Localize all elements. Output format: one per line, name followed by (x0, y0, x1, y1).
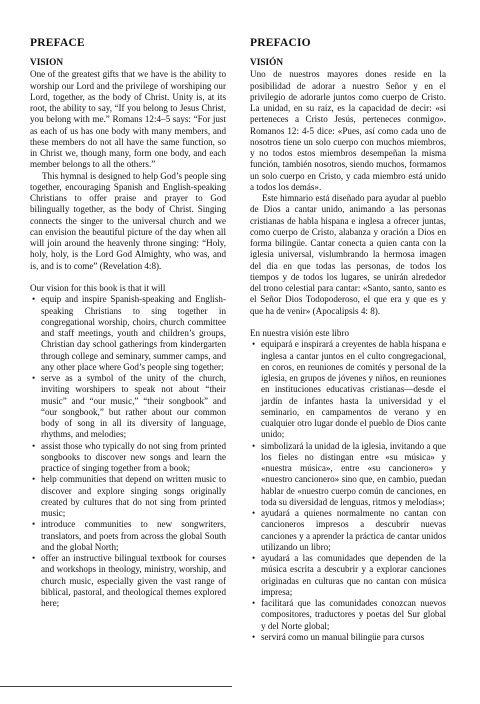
list-item-text: simbolizará la unidad de la iglesia, invitando a que los fieles no distingan entre «su música» y «nuestra música», entre «su cancionero» y «nuestro cancionero» sino que, en cambio, puedan hablar de «nuestro cuerpo común de canciones, en toda su diversidad de lenguas, ritmos y melodías»; (261, 440, 446, 507)
bullet-icon: • (252, 631, 256, 642)
list-item (30, 373, 226, 441)
list-item (30, 474, 226, 519)
list-item-text: equip and inspire Spanish-speaking and English-speaking Christians to sing together in congregational worship, choirs, church committee and staff meetings, youth and children’s groups, Christian day school gatherings from kindergarten through college and seminary, summer camps, and any other place where God’s people sing together; (41, 294, 226, 372)
list-item-text: ayudará a quienes normalmente no cantan con cancioneros impresos a descubrir nuevas canciones y a aprender la práctica de cantar unidos utilizando un libro; (261, 508, 446, 552)
list-intro: Our vision for this book is that it will (30, 283, 166, 293)
section-heading: VISIÓN (250, 58, 284, 68)
paragraph: One of the greatest gifts that we have is the ability to worship our Lord and the privilege of worshiping our Lord, together, as the body of Christ. Unity is, at its root, the ability to say, “If you belong to Jesus Christ, you belong with me.” Romans 12:4–5 says: “For just as each of us has one body with many members, and these members do not all have the same function, so in Christ we, though many, form one body, and each member belongs to all the others.” (30, 69, 226, 170)
bullet-icon: • (32, 474, 36, 485)
spacer (250, 317, 446, 328)
page-title: PREFACE (30, 37, 85, 49)
english-column (30, 36, 226, 609)
section-heading: VISION (30, 58, 64, 68)
list-item (250, 508, 446, 553)
list-item-text: equipará e inspirará a creyentes de habla hispana e inglesa a cantar juntos en el culto congregacional, en coros, en reuniones de comités y personal de la iglesia, en grupos de jóvenes y niños, en reuniones en instituciones educativas cristianas—desde el jardín de infantes hasta la universidad y el seminario, en campamentos de verano y en cualquier otro lugar donde el pueblo de Dios cante unido; (261, 339, 446, 440)
list-item-text: offer an instructive bilingual textbook for courses and workshops in theology, ministry, worship, and church music, especially given the vast range of biblical, pastoral, and theological themes explored here; (41, 553, 226, 608)
paragraph: Uno de nuestros mayores dones reside en la posibilidad de adorar a nuestro Señor y en el privilegio de adorarle juntos como cuerpo de Cristo. La unidad, en su raíz, es la capacidad de decir: «si perteneces a Cristo Jesús, perteneces conmigo». Romanos 12: 4-5 dice: «Pues, así como cada uno de nosotros tiene un solo cuerpo con muchos miembros, y no todos estos miembros desempeñan la misma función, también nosotros, siendo muchos, formamos un solo cuerpo en Cristo, y cada miembro está unido a todos los demás». (250, 69, 446, 192)
list-item (30, 294, 226, 373)
bullet-icon: • (32, 519, 36, 530)
page-title: PREFACIO (250, 37, 311, 49)
list-item-text: ayudará a las comunidades que dependen de la música escrita a descubrir y a explorar canciones originadas en culturas que no cantan con música impresa; (261, 553, 446, 597)
bullet-icon: • (252, 553, 256, 563)
list-item (250, 441, 446, 509)
bullet-icon: • (252, 440, 256, 451)
bullet-icon: • (32, 440, 36, 451)
list-item (250, 339, 446, 440)
paragraph: Este himnario está diseñado para ayudar al pueblo de Dios a cantar unido, animando a las personas cristianas de habla hispana e inglesa a ofrecer juntas, como cuerpo de Cristo, alabanza y oración a Dios en forma bilingüe. Cantar conecta a quien canta con la iglesia universal, vislumbrando la hermosa imagen del día en que todas las personas, de todos los tiempos y de todos los lugares, se unirán alrededor del trono celestial para cantar: «Santo, santo, santo es el Señor Dios Todopoderoso, el que era y que es y que ha de venir» (Apocalipsis 4: 8). (250, 193, 446, 316)
list-intro: En nuestra visión este libro (250, 328, 350, 338)
bullet-icon: • (252, 508, 256, 518)
bullet-icon: • (32, 373, 36, 383)
list-item-text: servirá como un manual bilingüe para cursos (261, 631, 425, 642)
list-item-text: assist those who typically do not sing from printed songbooks to discover new songs and learn the practice of singing together from a book; (41, 440, 226, 473)
spanish-column (250, 36, 446, 643)
spacer (30, 272, 226, 283)
bullet-icon: • (32, 294, 36, 305)
vision-list (250, 339, 446, 643)
bullet-icon: • (252, 339, 256, 350)
list-item (30, 519, 226, 553)
list-item-text: serve as a symbol of the unity of the church, inviting worshipers to speak not about “their music” and “our music,” “their songbook” and “our songbook,” but rather about our common body of song in all its diversity of language, rhythms, and melodies; (41, 373, 226, 440)
vision-list (30, 294, 226, 609)
footer-divider (0, 686, 232, 687)
list-item (30, 441, 226, 475)
list-item-text: help communities that depend on written music to discover and explore singing songs originally created by cultures that do not sing from printed music; (41, 474, 226, 518)
list-item (250, 598, 446, 632)
list-item-text: facilitará que las comunidades conozcan nuevos compositores, traductores y poetas del Sur global y del Norte global; (261, 598, 446, 631)
list-item (250, 553, 446, 598)
paragraph: This hymnal is designed to help God’s people sing together, encouraging Spanish and English-speaking Christians to offer praise and prayer to God bilingually together, as the body of Christ. Singing connects the singer to the universal church and we can envision the beautiful picture of the day when all will join around the heavenly throne singing: “Holy, holy, holy, is the Lord God Almighty, who was, and is, and is to come” (Revelation 4:8). (30, 170, 226, 271)
bullet-icon: • (32, 553, 36, 563)
list-item (250, 632, 446, 643)
list-item-text: introduce communities to new songwriters, translators, and poets from across the global South and the global North; (41, 519, 226, 552)
bullet-icon: • (252, 598, 256, 608)
list-item (30, 553, 226, 609)
